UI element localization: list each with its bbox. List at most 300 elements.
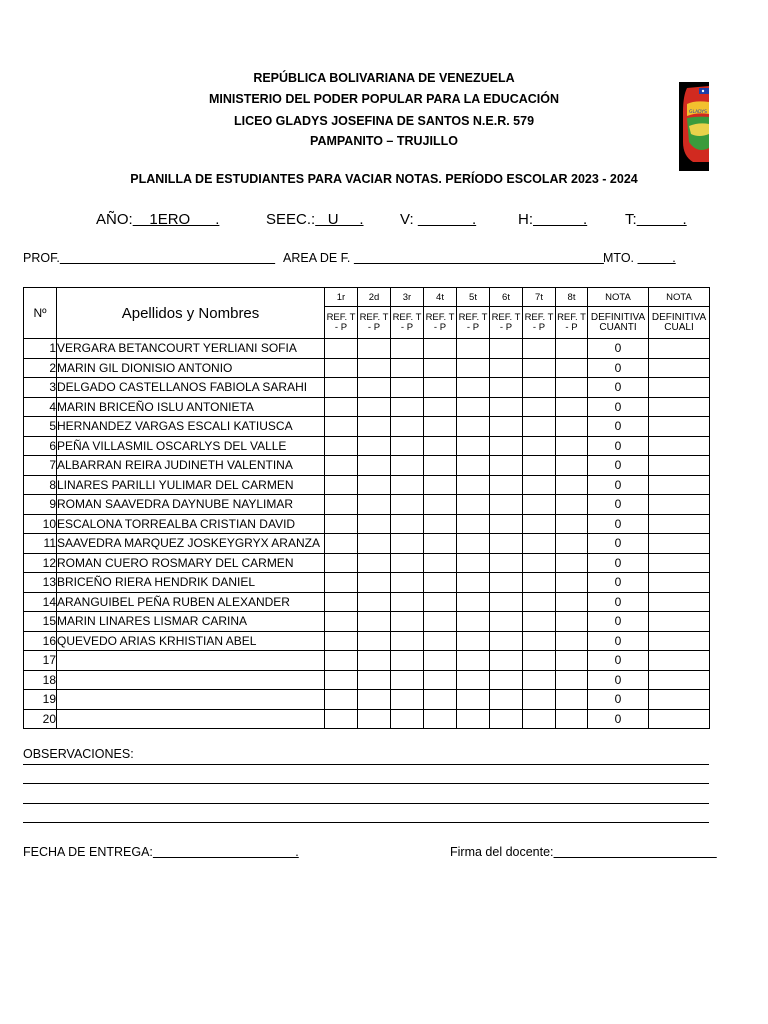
nota-cuanti-cell[interactable]: 0 [588,456,649,476]
prof-value [60,251,275,265]
col-header-nota-cuanti: NOTA [588,288,649,307]
student-name: MARIN LINARES LISMAR CARINA [57,612,325,632]
period-grade-cell[interactable] [424,495,457,515]
nota-cuali-cell[interactable] [649,495,710,515]
period-grade-cell[interactable] [457,709,490,729]
row-number: 12 [24,553,57,573]
table-row [24,378,710,398]
nota-cuali-cell[interactable] [649,534,710,554]
col-header-period-7: 7t [523,288,556,307]
student-name [57,651,325,671]
period-grade-cell[interactable] [556,475,588,495]
period-grade-cell[interactable] [490,397,523,417]
period-grade-cell[interactable] [391,495,424,515]
prof-field [23,251,275,265]
grades-body [24,339,710,729]
table-row [24,553,710,573]
period-grade-cell[interactable] [424,475,457,495]
period-grade-cell[interactable] [358,436,391,456]
period-grade-cell[interactable] [391,436,424,456]
period-grade-cell[interactable] [490,378,523,398]
nota-cuanti-cell[interactable]: 0 [588,631,649,651]
nota-cuanti-cell[interactable]: 0 [588,339,649,359]
period-grade-cell[interactable] [358,514,391,534]
ref-tp-label: REF. T - P [457,307,490,339]
period-grade-cell[interactable] [523,417,556,437]
table-row [24,690,710,710]
period-grade-cell[interactable] [556,417,588,437]
period-grade-cell[interactable] [556,436,588,456]
period-grade-cell[interactable] [391,358,424,378]
period-grade-cell[interactable] [556,709,588,729]
table-row [24,573,710,593]
table-row [24,456,710,476]
period-grade-cell[interactable] [391,378,424,398]
seec-label: SEEC.: [266,211,316,228]
period-grade-cell[interactable] [490,436,523,456]
period-grade-cell[interactable] [391,709,424,729]
period-grade-cell[interactable] [391,456,424,476]
period-grade-cell[interactable] [457,553,490,573]
period-grade-cell[interactable] [424,690,457,710]
period-grade-cell[interactable] [358,592,391,612]
area-field [283,251,604,265]
period-grade-cell[interactable] [523,651,556,671]
period-grade-cell[interactable] [325,417,358,437]
header-line-ministerio: MINISTERIO DEL PODER POPULAR PARA LA EDUCACIÓN [208,92,560,106]
period-grade-cell[interactable] [556,358,588,378]
mto-value: . [637,251,676,265]
seec-field [266,211,364,228]
nota-cuanti-cell[interactable]: 0 [588,553,649,573]
period-grade-cell[interactable] [325,631,358,651]
definitiva-cuali-label: DEFINITIVA CUALI [649,307,710,339]
period-grade-cell[interactable] [490,475,523,495]
period-grade-cell[interactable] [424,553,457,573]
row-number: 6 [24,436,57,456]
col-header-name: Apellidos y Nombres [57,288,325,339]
h-value: . [533,211,588,228]
period-grade-cell[interactable] [490,631,523,651]
period-grade-cell[interactable] [523,495,556,515]
period-grade-cell[interactable] [490,534,523,554]
period-grade-cell[interactable] [391,534,424,554]
fecha-entrega-value[interactable]: . [152,845,299,859]
period-grade-cell[interactable] [523,631,556,651]
period-grade-cell[interactable] [424,514,457,534]
period-grade-cell[interactable] [523,339,556,359]
period-grade-cell[interactable] [490,553,523,573]
nota-cuanti-cell[interactable]: 0 [588,534,649,554]
period-grade-cell[interactable] [391,475,424,495]
period-grade-cell[interactable] [556,592,588,612]
period-grade-cell[interactable] [358,339,391,359]
period-grade-cell[interactable] [325,339,358,359]
nota-cuanti-cell[interactable]: 0 [588,378,649,398]
row-number: 1 [24,339,57,359]
period-grade-cell[interactable] [457,339,490,359]
row-number: 18 [24,670,57,690]
fecha-entrega-field [23,845,299,859]
period-grade-cell[interactable] [325,612,358,632]
fecha-entrega-label: FECHA DE ENTREGA: [23,845,153,859]
period-grade-cell[interactable] [490,612,523,632]
period-grade-cell[interactable] [490,514,523,534]
period-grade-cell[interactable] [523,514,556,534]
observaciones-line[interactable] [23,764,709,765]
nota-cuanti-cell[interactable]: 0 [588,358,649,378]
period-grade-cell[interactable] [457,631,490,651]
firma-docente-label: Firma del docente: [450,845,554,859]
row-number: 14 [24,592,57,612]
period-grade-cell[interactable] [325,358,358,378]
nota-cuali-cell[interactable] [649,709,710,729]
nota-cuali-cell[interactable] [649,436,710,456]
row-number: 15 [24,612,57,632]
nota-cuanti-cell[interactable]: 0 [588,612,649,632]
period-grade-cell[interactable] [391,514,424,534]
v-label: V: [400,211,414,228]
period-grade-cell[interactable] [523,475,556,495]
period-grade-cell[interactable] [523,436,556,456]
period-grade-cell[interactable] [325,534,358,554]
period-grade-cell[interactable] [325,475,358,495]
period-grade-cell[interactable] [325,495,358,515]
period-grade-cell[interactable] [325,651,358,671]
period-grade-cell[interactable] [325,436,358,456]
period-grade-cell[interactable] [523,456,556,476]
ref-tp-label: REF. T - P [523,307,556,339]
nota-cuanti-cell[interactable]: 0 [588,592,649,612]
ano-field [96,211,219,228]
seec-value: U . [315,211,364,228]
period-grade-cell[interactable] [490,690,523,710]
period-grade-cell[interactable] [358,631,391,651]
period-grade-cell[interactable] [490,495,523,515]
period-grade-cell[interactable] [358,670,391,690]
period-grade-cell[interactable] [325,378,358,398]
period-grade-cell[interactable] [424,397,457,417]
period-grade-cell[interactable] [556,495,588,515]
col-header-period-8: 8t [556,288,588,307]
student-name: PEÑA VILLASMIL OSCARLYS DEL VALLE [57,436,325,456]
period-grade-cell[interactable] [358,456,391,476]
period-grade-cell[interactable] [325,397,358,417]
period-grade-cell[interactable] [490,358,523,378]
period-grade-cell[interactable] [556,514,588,534]
student-name: ESCALONA TORREALBA CRISTIAN DAVID [57,514,325,534]
period-grade-cell[interactable] [556,397,588,417]
school-logo [679,82,709,171]
row-number: 20 [24,709,57,729]
period-grade-cell[interactable] [424,631,457,651]
nota-cuanti-cell[interactable]: 0 [588,709,649,729]
nota-cuali-cell[interactable] [649,612,710,632]
nota-cuali-cell[interactable] [649,651,710,671]
period-grade-cell[interactable] [424,358,457,378]
grades-table [23,287,710,729]
period-grade-cell[interactable] [490,456,523,476]
row-number: 5 [24,417,57,437]
period-grade-cell[interactable] [325,456,358,476]
period-grade-cell[interactable] [358,534,391,554]
col-header-period-6: 6t [490,288,523,307]
period-grade-cell[interactable] [391,397,424,417]
period-grade-cell[interactable] [556,651,588,671]
period-grade-cell[interactable] [523,709,556,729]
svg-text:GLADYS: GLADYS [689,110,707,115]
period-grade-cell[interactable] [523,592,556,612]
period-grade-cell[interactable] [358,475,391,495]
ref-tp-label: REF. T - P [358,307,391,339]
table-row [24,417,710,437]
row-number: 9 [24,495,57,515]
period-grade-cell[interactable] [556,456,588,476]
period-grade-cell[interactable] [424,670,457,690]
row-number: 2 [24,358,57,378]
col-header-period-2: 2d [358,288,391,307]
student-name: ALBARRAN REIRA JUDINETH VALENTINA [57,456,325,476]
table-row [24,631,710,651]
observaciones-line[interactable] [23,822,709,823]
student-name: MARIN GIL DIONISIO ANTONIO [57,358,325,378]
period-grade-cell[interactable] [457,573,490,593]
ref-tp-label: REF. T - P [490,307,523,339]
nota-cuanti-cell[interactable]: 0 [588,436,649,456]
period-grade-cell[interactable] [457,670,490,690]
row-number: 17 [24,651,57,671]
nota-cuali-cell[interactable] [649,631,710,651]
period-grade-cell[interactable] [457,378,490,398]
col-header-period-4: 4t [424,288,457,307]
area-value [354,251,604,265]
row-number: 13 [24,573,57,593]
period-grade-cell[interactable] [490,573,523,593]
period-grade-cell[interactable] [325,573,358,593]
period-grade-cell[interactable] [556,690,588,710]
period-grade-cell[interactable] [358,397,391,417]
period-grade-cell[interactable] [457,651,490,671]
nota-cuali-cell[interactable] [649,456,710,476]
period-grade-cell[interactable] [391,631,424,651]
period-grade-cell[interactable] [424,456,457,476]
period-grade-cell[interactable] [325,592,358,612]
period-grade-cell[interactable] [457,495,490,515]
period-grade-cell[interactable] [424,612,457,632]
row-number: 11 [24,534,57,554]
header-line-location: PAMPANITO – TRUJILLO [310,134,458,148]
period-grade-cell[interactable] [424,651,457,671]
period-grade-cell[interactable] [358,612,391,632]
nota-cuanti-cell[interactable]: 0 [588,417,649,437]
period-grade-cell[interactable] [391,573,424,593]
period-grade-cell[interactable] [490,709,523,729]
period-grade-cell[interactable] [457,417,490,437]
period-grade-cell[interactable] [490,339,523,359]
nota-cuali-cell[interactable] [649,339,710,359]
period-grade-cell[interactable] [523,573,556,593]
period-grade-cell[interactable] [424,339,457,359]
period-grade-cell[interactable] [358,553,391,573]
nota-cuali-cell[interactable] [649,417,710,437]
period-grade-cell[interactable] [424,534,457,554]
student-name: HERNANDEZ VARGAS ESCALI KATIUSCA [57,417,325,437]
ref-tp-label: REF. T - P [325,307,358,339]
period-grade-cell[interactable] [391,553,424,573]
period-grade-cell[interactable] [457,456,490,476]
period-grade-cell[interactable] [523,553,556,573]
nota-cuali-cell[interactable] [649,573,710,593]
header-line-liceo: LICEO GLADYS JOSEFINA DE SANTOS N.E.R. 579 [233,114,535,128]
v-value: . [417,211,477,228]
nota-cuali-cell[interactable] [649,358,710,378]
document-title: PLANILLA DE ESTUDIANTES PARA VACIAR NOTAS. PERÍODO ESCOLAR 2023 - 2024 [130,172,638,186]
period-grade-cell[interactable] [457,475,490,495]
period-grade-cell[interactable] [358,690,391,710]
student-name: ARANGUIBEL PEÑA RUBEN ALEXANDER [57,592,325,612]
period-grade-cell[interactable] [358,378,391,398]
row-number: 3 [24,378,57,398]
area-label: AREA DE F. [283,251,351,265]
period-grade-cell[interactable] [391,592,424,612]
period-grade-cell[interactable] [523,612,556,632]
student-name: LINARES PARILLI YULIMAR DEL CARMEN [57,475,325,495]
period-grade-cell[interactable] [556,534,588,554]
period-grade-cell[interactable] [523,670,556,690]
period-grade-cell[interactable] [424,436,457,456]
period-grade-cell[interactable] [391,612,424,632]
student-name: MARIN BRICEÑO ISLU ANTONIETA [57,397,325,417]
period-grade-cell[interactable] [358,417,391,437]
period-grade-cell[interactable] [358,651,391,671]
period-grade-cell[interactable] [556,631,588,651]
t-value: . [636,211,687,228]
period-grade-cell[interactable] [523,534,556,554]
student-name: VERGARA BETANCOURT YERLIANI SOFIA [57,339,325,359]
nota-cuanti-cell[interactable]: 0 [588,573,649,593]
mto-field [603,251,676,265]
student-name [57,670,325,690]
nota-cuali-cell[interactable] [649,475,710,495]
student-name: ROMAN SAAVEDRA DAYNUBE NAYLIMAR [57,495,325,515]
period-grade-cell[interactable] [424,417,457,437]
period-grade-cell[interactable] [490,592,523,612]
nota-cuali-cell[interactable] [649,670,710,690]
col-header-period-3: 3r [391,288,424,307]
period-grade-cell[interactable] [424,592,457,612]
nota-cuali-cell[interactable] [649,378,710,398]
period-grade-cell[interactable] [490,417,523,437]
period-grade-cell[interactable] [325,553,358,573]
ref-tp-label: REF. T - P [391,307,424,339]
period-grade-cell[interactable] [490,670,523,690]
period-grade-cell[interactable] [358,709,391,729]
period-grade-cell[interactable] [358,358,391,378]
period-grade-cell[interactable] [424,709,457,729]
nota-cuanti-cell[interactable]: 0 [588,514,649,534]
period-grade-cell[interactable] [556,378,588,398]
period-grade-cell[interactable] [556,670,588,690]
period-grade-cell[interactable] [391,339,424,359]
table-row [24,436,710,456]
period-grade-cell[interactable] [325,690,358,710]
student-name: DELGADO CASTELLANOS FABIOLA SARAHI [57,378,325,398]
period-grade-cell[interactable] [457,397,490,417]
period-grade-cell[interactable] [457,592,490,612]
student-name [57,690,325,710]
period-grade-cell[interactable] [457,534,490,554]
table-row [24,612,710,632]
nota-cuanti-cell[interactable]: 0 [588,397,649,417]
col-header-number: Nº [24,288,57,339]
student-name: SAAVEDRA MARQUEZ JOSKEYGRYX ARANZA [57,534,325,554]
nota-cuali-cell[interactable] [649,690,710,710]
period-grade-cell[interactable] [325,514,358,534]
period-grade-cell[interactable] [556,339,588,359]
period-grade-cell[interactable] [424,573,457,593]
period-grade-cell[interactable] [424,378,457,398]
observaciones-line[interactable] [23,803,709,804]
period-grade-cell[interactable] [391,670,424,690]
observaciones-line[interactable] [23,783,709,784]
nota-cuali-cell[interactable] [649,397,710,417]
period-grade-cell[interactable] [556,573,588,593]
row-number: 7 [24,456,57,476]
period-grade-cell[interactable] [523,358,556,378]
nota-cuali-cell[interactable] [649,592,710,612]
period-grade-cell[interactable] [523,378,556,398]
nota-cuanti-cell[interactable]: 0 [588,475,649,495]
nota-cuanti-cell[interactable]: 0 [588,651,649,671]
table-row [24,592,710,612]
student-name: QUEVEDO ARIAS KRHISTIAN ABEL [57,631,325,651]
nota-cuanti-cell[interactable]: 0 [588,670,649,690]
prof-label: PROF. [23,251,60,265]
nota-cuali-cell[interactable] [649,553,710,573]
h-label: H: [518,211,533,228]
period-grade-cell[interactable] [523,397,556,417]
period-grade-cell[interactable] [358,573,391,593]
firma-docente-value[interactable] [554,845,717,859]
table-row [24,670,710,690]
period-grade-cell[interactable] [457,612,490,632]
period-grade-cell[interactable] [358,495,391,515]
period-grade-cell[interactable] [490,651,523,671]
period-grade-cell[interactable] [457,690,490,710]
period-grade-cell[interactable] [325,670,358,690]
period-grade-cell[interactable] [556,553,588,573]
nota-cuanti-cell[interactable]: 0 [588,495,649,515]
table-row [24,495,710,515]
period-grade-cell[interactable] [391,651,424,671]
period-grade-cell[interactable] [325,709,358,729]
nota-cuanti-cell[interactable]: 0 [588,690,649,710]
row-number: 10 [24,514,57,534]
definitiva-cuanti-label: DEFINITIVA CUANTI [588,307,649,339]
period-grade-cell[interactable] [457,436,490,456]
period-grade-cell[interactable] [523,690,556,710]
header-line-republica: REPÚBLICA BOLIVARIANA DE VENEZUELA [253,71,515,85]
period-grade-cell[interactable] [391,417,424,437]
period-grade-cell[interactable] [457,514,490,534]
row-number: 8 [24,475,57,495]
period-grade-cell[interactable] [457,358,490,378]
period-grade-cell[interactable] [391,690,424,710]
nota-cuali-cell[interactable] [649,514,710,534]
table-row [24,475,710,495]
ref-tp-label: REF. T - P [424,307,457,339]
period-grade-cell[interactable] [556,612,588,632]
